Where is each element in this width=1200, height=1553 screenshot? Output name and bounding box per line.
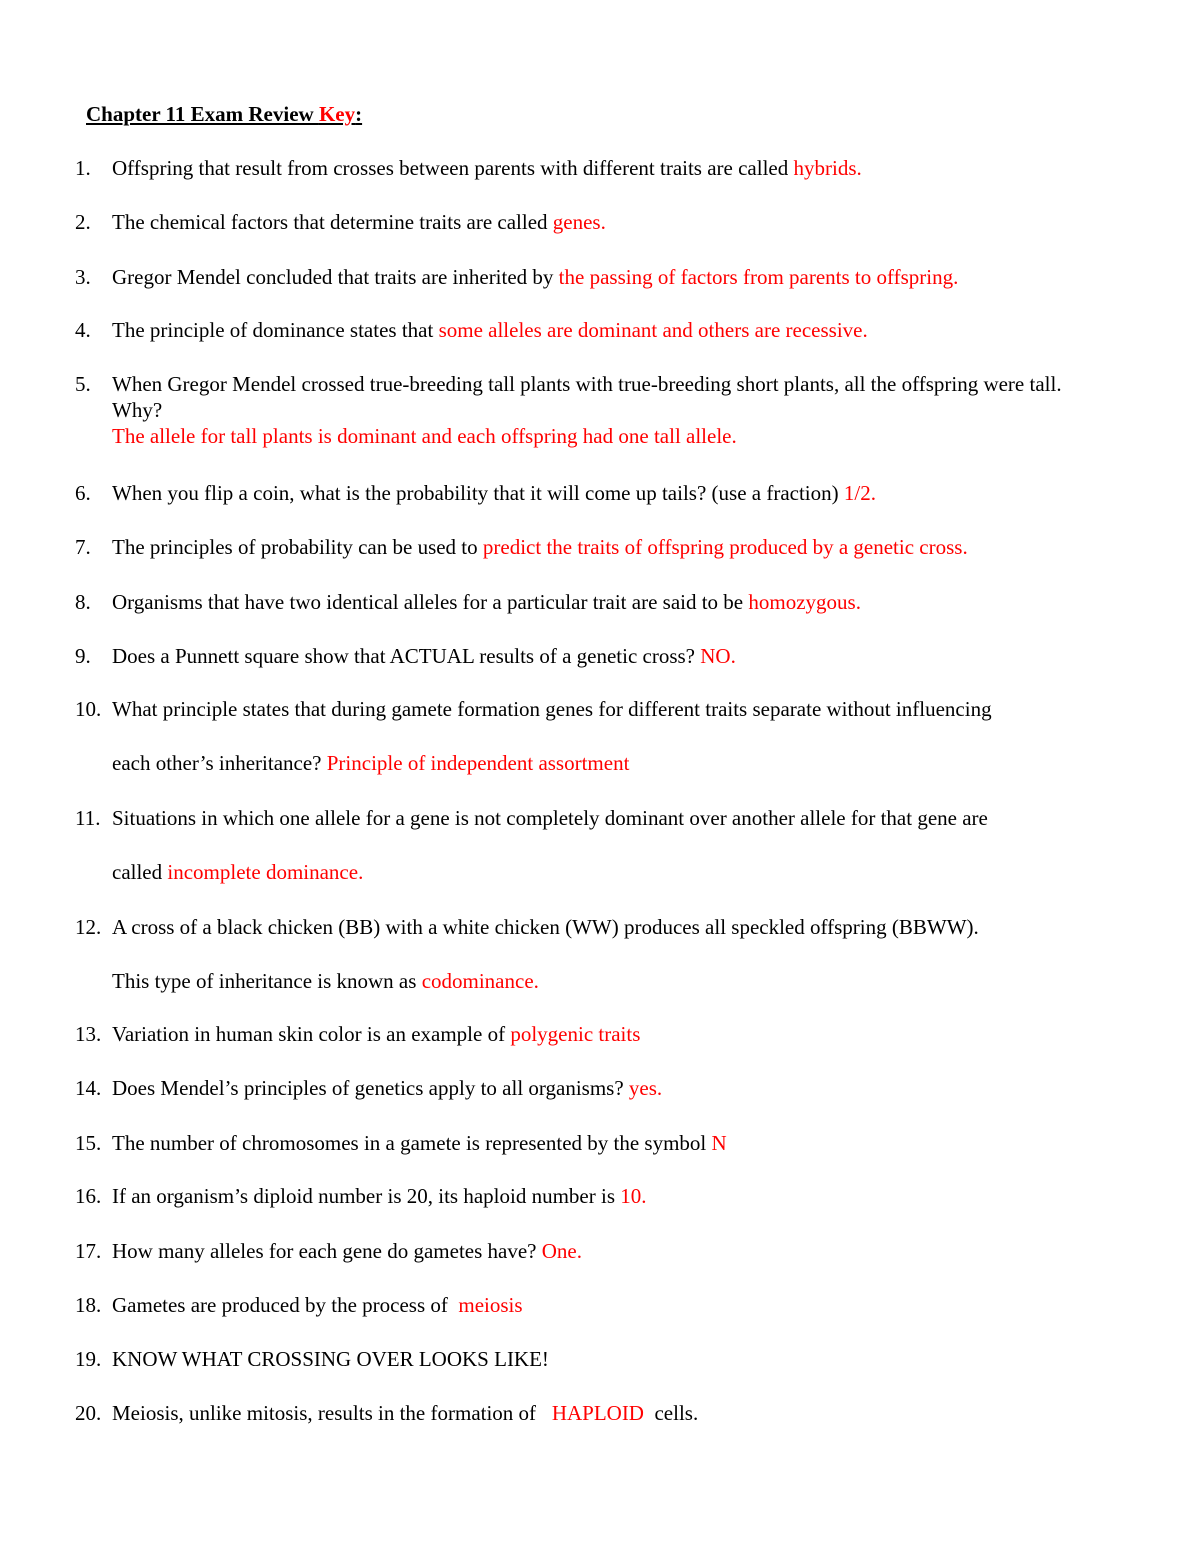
question-number: 19.: [75, 1347, 102, 1371]
question-number: 9.: [75, 644, 91, 668]
question-number: 12.: [75, 915, 102, 939]
title-colon: :: [355, 102, 363, 126]
answer-text: HAPLOID: [541, 1401, 650, 1425]
title-text: Chapter 11 Exam Review: [86, 102, 319, 126]
question-item: [75, 264, 1145, 290]
question-text: What principle states that during gamete formation genes for different traits separate without influencing: [112, 697, 992, 721]
question-item: [75, 1346, 1145, 1372]
question-text: Gametes are produced by the process of: [112, 1293, 454, 1317]
answer-text: N: [711, 1131, 727, 1155]
question-number: 14.: [75, 1076, 102, 1100]
question-text: Does Mendel’s principles of genetics apply to all organisms?: [112, 1076, 629, 1100]
answer-text: One.: [541, 1239, 582, 1263]
question-item: [75, 696, 1145, 776]
question-text-continued: called: [112, 860, 168, 884]
question-text: Offspring that result from crosses between parents with different traits are called: [112, 156, 794, 180]
page-title: [86, 102, 362, 127]
question-text: The number of chromosomes in a gamete is represented by the symbol: [112, 1131, 712, 1155]
question-item: [75, 1292, 1145, 1318]
question-text: The principle of dominance states that: [112, 318, 439, 342]
question-item: [75, 805, 1145, 885]
question-text: Meiosis, unlike mitosis, results in the formation of: [112, 1401, 542, 1425]
answer-text: hybrids.: [793, 156, 862, 180]
answer-text: Principle of independent assortment: [326, 751, 630, 775]
question-text: Does a Punnett square show that ACTUAL results of a genetic cross?: [112, 644, 701, 668]
question-number: 3.: [75, 265, 91, 289]
question-item: [75, 480, 1145, 506]
question-text-continued: This type of inheritance is known as: [112, 969, 422, 993]
question-item: [75, 155, 1145, 181]
answer-text: homozygous.: [748, 590, 861, 614]
question-text: If an organism’s diploid number is 20, its haploid number is: [112, 1184, 621, 1208]
answer-text: predict the traits of offspring produced by a genetic cross.: [482, 535, 968, 559]
question-number: 16.: [75, 1184, 102, 1208]
question-item: [75, 1400, 1145, 1426]
question-item: [75, 914, 1145, 994]
question-item: [75, 643, 1145, 669]
question-number: 18.: [75, 1293, 102, 1317]
question-number: 1.: [75, 156, 91, 180]
question-item: [75, 1238, 1145, 1264]
answer-text: meiosis: [453, 1293, 523, 1317]
question-number: 7.: [75, 535, 91, 559]
answer-text: yes.: [628, 1076, 663, 1100]
question-text: KNOW WHAT CROSSING OVER LOOKS LIKE!: [112, 1347, 549, 1371]
question-number: 11.: [75, 806, 101, 830]
question-text: Variation in human skin color is an example of: [112, 1022, 511, 1046]
question-item: [75, 1183, 1145, 1209]
question-number: 15.: [75, 1131, 102, 1155]
question-item: [75, 1130, 1145, 1156]
answer-text: incomplete dominance.: [167, 860, 364, 884]
question-item: [75, 209, 1145, 235]
question-item: [75, 589, 1145, 615]
question-item: [75, 534, 1145, 560]
question-number: 5.: [75, 372, 91, 396]
answer-text: NO.: [700, 644, 736, 668]
question-text: When you flip a coin, what is the probability that it will come up tails? (use a fraction): [112, 481, 844, 505]
question-text-continued: each other’s inheritance?: [112, 751, 327, 775]
answer-text: polygenic traits: [510, 1022, 641, 1046]
answer-text: 10.: [620, 1184, 647, 1208]
question-number: 20.: [75, 1401, 102, 1425]
question-number: 10.: [75, 697, 102, 721]
question-text: The principles of probability can be used to: [112, 535, 483, 559]
question-item: [75, 1021, 1145, 1047]
question-number: 6.: [75, 481, 91, 505]
answer-text: codominance.: [421, 969, 539, 993]
question-text: How many alleles for each gene do gametes have?: [112, 1239, 542, 1263]
question-number: 4.: [75, 318, 91, 342]
question-number: 8.: [75, 590, 91, 614]
title-key-label: Key: [318, 102, 356, 126]
question-text: Gregor Mendel concluded that traits are inherited by: [112, 265, 559, 289]
answer-text: the passing of factors from parents to offspring.: [558, 265, 959, 289]
question-text: Situations in which one allele for a gene is not completely dominant over another allele for that gene are: [112, 806, 988, 830]
answer-text: genes.: [552, 210, 606, 234]
question-number: 17.: [75, 1239, 102, 1263]
answer-text: The allele for tall plants is dominant and each offspring had one tall allele.: [112, 424, 737, 448]
question-item: [75, 371, 1145, 449]
question-item: [75, 1075, 1145, 1101]
question-text: A cross of a black chicken (BB) with a white chicken (WW) produces all speckled offspring (BBWW).: [112, 915, 979, 939]
answer-text: 1/2.: [843, 481, 876, 505]
question-text: The chemical factors that determine traits are called: [112, 210, 553, 234]
answer-text: some alleles are dominant and others are recessive.: [438, 318, 868, 342]
question-text: When Gregor Mendel crossed true-breeding tall plants with true-breeding short plants, all the offspring were tall. Why?: [112, 372, 1062, 422]
question-item: [75, 317, 1145, 343]
question-text: Organisms that have two identical alleles for a particular trait are said to be: [112, 590, 749, 614]
question-number: 2.: [75, 210, 91, 234]
question-text-tail: cells.: [649, 1401, 699, 1425]
question-number: 13.: [75, 1022, 102, 1046]
